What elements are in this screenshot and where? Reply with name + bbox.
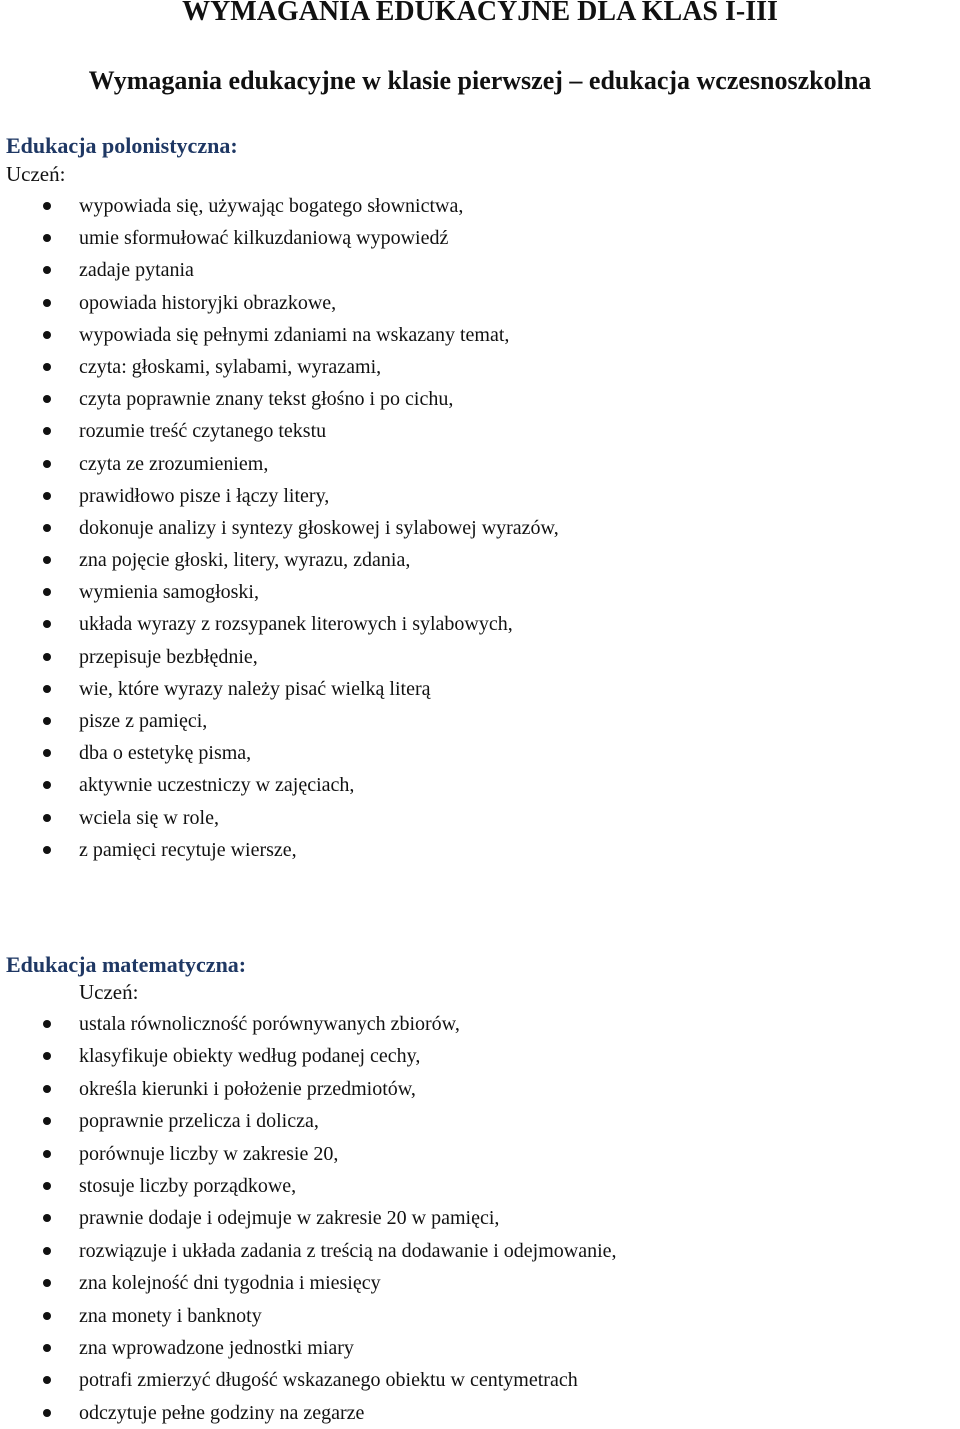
list-item [0, 641, 960, 673]
bullet-icon [43, 749, 51, 757]
list-item-text: aktywnie uczestniczy w zajęciach, [79, 774, 355, 797]
list-item-text: prawnie dodaje i odejmuje w zakresie 20 w pamięci, [79, 1207, 500, 1230]
bullet-icon [43, 1376, 51, 1384]
list-item-text: dokonuje analizy i syntezy głoskowej i sylabowej wyrazów, [79, 516, 559, 539]
list-item-text: wymienia samogłoski, [79, 581, 259, 604]
bullet-icon [43, 234, 51, 242]
list-item [0, 544, 960, 576]
list-item [0, 512, 960, 544]
bullet-icon [43, 363, 51, 371]
list-item-text: czyta poprawnie znany tekst głośno i po cichu, [79, 388, 454, 411]
list-item [0, 608, 960, 640]
list-item [0, 287, 960, 319]
bullet-icon [43, 492, 51, 500]
list-item-text: z pamięci recytuje wiersze, [79, 838, 297, 861]
list-item-text: dba o estetykę pisma, [79, 742, 252, 765]
list-item [0, 254, 960, 286]
list-item [0, 1364, 960, 1396]
bullet-icon [43, 814, 51, 822]
list-item [0, 576, 960, 608]
list-item [0, 415, 960, 447]
list-item [0, 802, 960, 834]
bullet-icon [43, 1150, 51, 1158]
bullet-icon [43, 1052, 51, 1060]
list-item [0, 737, 960, 769]
list-item [0, 705, 960, 737]
document-subtitle: Wymagania edukacyjne w klasie pierwszej – edukacja wczesnoszkolna [88, 66, 872, 95]
list-item-text: klasyfikuje obiekty według podanej cechy, [79, 1045, 421, 1068]
list-item-text: opowiada historyjki obrazkowe, [79, 291, 337, 314]
list-item-text: rozumie treść czytanego tekstu [79, 420, 327, 443]
list-item [0, 1170, 960, 1202]
list-item-text: zna monety i banknoty [79, 1304, 262, 1327]
list-item-text: wypowiada się, używając bogatego słownictwa, [79, 195, 464, 217]
list-item-text: porównuje liczby w zakresie 20, [79, 1142, 339, 1165]
list-item [0, 1138, 960, 1170]
list-item [0, 319, 960, 351]
bullet-icon [43, 1247, 51, 1255]
list-item [0, 1040, 960, 1072]
bullet-icon [43, 427, 51, 435]
bullet-icon [43, 524, 51, 532]
list-item-text: stosuje liczby porządkowe, [79, 1174, 297, 1197]
pupil-label-polish: Uczeń: [6, 162, 66, 186]
list-item [0, 190, 960, 222]
requirements-list-polish [0, 190, 960, 866]
list-item [0, 383, 960, 415]
list-item-text: zna kolejność dni tygodnia i miesięcy [79, 1272, 381, 1295]
bullet-icon [43, 299, 51, 307]
section-heading-math: Edukacja matematyczna: [6, 952, 247, 977]
list-item-text: rozwiązuje i układa zadania z treścią na dodawanie i odejmowanie, [79, 1239, 617, 1262]
requirements-list-math [0, 1008, 960, 1429]
bullet-icon [43, 202, 51, 210]
list-item-text: pisze z pamięci, [79, 710, 208, 732]
list-item [0, 1073, 960, 1105]
bullet-icon [43, 1344, 51, 1352]
list-item-text: zadaje pytania [79, 259, 194, 282]
bullet-icon [43, 1312, 51, 1320]
list-item [0, 351, 960, 383]
list-item-text: czyta ze zrozumieniem, [79, 452, 269, 475]
list-item-text: poprawnie przelicza i dolicza, [79, 1110, 319, 1133]
bullet-icon [43, 846, 51, 854]
list-item-text: układa wyrazy z rozsypanek literowych i sylabowych, [79, 613, 513, 636]
bullet-icon [43, 588, 51, 596]
bullet-icon [43, 685, 51, 693]
list-item-text: czyta: głoskami, sylabami, wyrazami, [79, 355, 382, 378]
bullet-icon [43, 717, 51, 725]
list-item [0, 1267, 960, 1299]
list-item-text: określa kierunki i położenie przedmiotów, [79, 1077, 416, 1100]
list-item-text: zna wprowadzone jednostki miary [79, 1336, 354, 1359]
bullet-icon [43, 781, 51, 789]
list-item [0, 1397, 960, 1429]
bullet-icon [43, 1182, 51, 1190]
section-heading-polish: Edukacja polonistyczna: [6, 133, 238, 158]
document-title: WYMAGANIA EDUKACYJNE DLA KLAS I-III [182, 0, 778, 27]
list-item-text: wie, które wyrazy należy pisać wielką literą [79, 677, 431, 700]
bullet-icon [43, 1117, 51, 1125]
list-item [0, 769, 960, 801]
bullet-icon [43, 1214, 51, 1222]
pupil-label-math: Uczeń: [79, 980, 139, 1004]
list-item [0, 1105, 960, 1137]
list-item [0, 1235, 960, 1267]
list-item [0, 1332, 960, 1364]
list-item [0, 480, 960, 512]
list-item-text: wciela się w role, [79, 806, 219, 829]
bullet-icon [43, 460, 51, 468]
bullet-icon [43, 1409, 51, 1417]
list-item-text: umie sformułować kilkuzdaniową wypowiedź [79, 227, 449, 250]
list-item-text: potrafi zmierzyć długość wskazanego obiektu w centymetrach [79, 1369, 578, 1392]
list-item [0, 222, 960, 254]
bullet-icon [43, 1279, 51, 1287]
list-item [0, 834, 960, 866]
list-item-text: zna pojęcie głoski, litery, wyrazu, zdania, [79, 549, 411, 572]
list-item-text: przepisuje bezbłędnie, [79, 645, 258, 668]
list-item-text: ustala równoliczność porównywanych zbiorów, [79, 1013, 460, 1035]
list-item-text: prawidłowo pisze i łączy litery, [79, 484, 330, 507]
list-item [0, 1202, 960, 1234]
list-item [0, 673, 960, 705]
bullet-icon [43, 556, 51, 564]
bullet-icon [43, 1020, 51, 1028]
bullet-icon [43, 395, 51, 403]
list-item [0, 448, 960, 480]
bullet-icon [43, 620, 51, 628]
bullet-icon [43, 331, 51, 339]
list-item-text: wypowiada się pełnymi zdaniami na wskazany temat, [79, 323, 510, 346]
bullet-icon [43, 653, 51, 661]
list-item [0, 1008, 960, 1040]
bullet-icon [43, 1085, 51, 1093]
list-item [0, 1300, 960, 1332]
list-item-text: odczytuje pełne godziny na zegarze [79, 1401, 365, 1424]
bullet-icon [43, 266, 51, 274]
